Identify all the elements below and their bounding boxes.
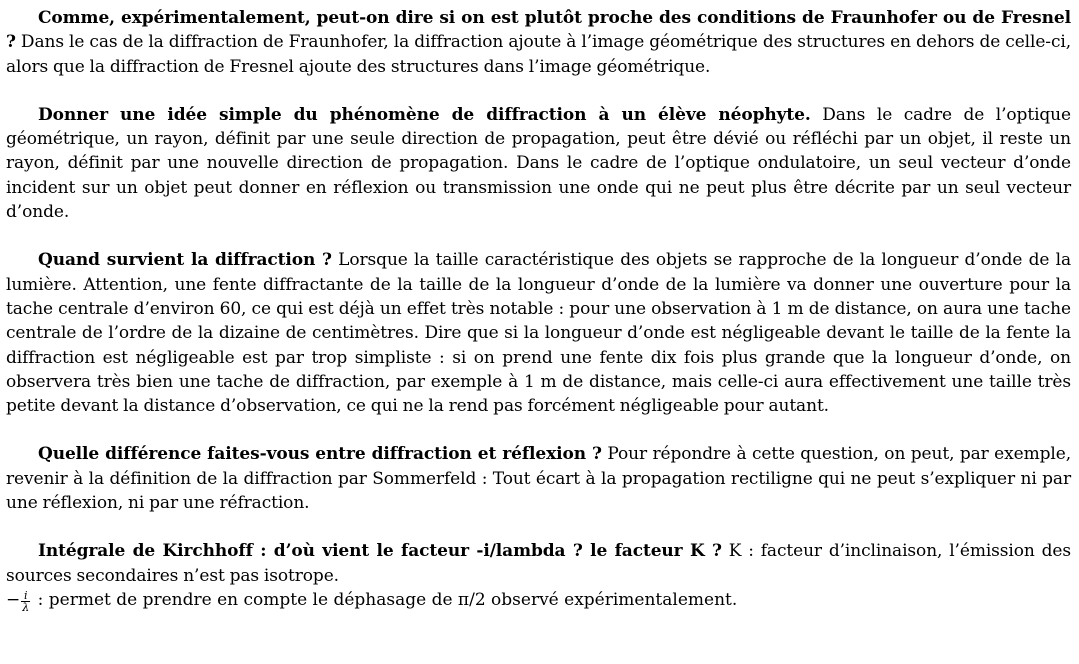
formula-numerator: i	[21, 590, 30, 602]
paragraph-idee-simple	[6, 103, 1071, 224]
question-fraunhofer-fresnel: Comme, expérimentalement, peut-on dire si on est plutôt proche des conditions de Fraunhofer ou de Fresnel ?	[6, 8, 1071, 53]
formula-fraction	[21, 590, 30, 613]
formula-denominator: λ	[22, 600, 30, 614]
paragraph-fraunhofer-fresnel	[6, 6, 1071, 79]
answer-quand-diffraction: Lorsque la taille caractéristique des objets se rapproche de la longueur d’onde de la lumière. Attention, une fente diffractante de la taille de la longueur d’onde de la lumière va donner une ouverture pour la tache centrale d’environ 60, ce qui est déjà un effet très notable : pour une observation à 1 m de distance, on aura une tache centrale de l’ordre de la dizaine de centimètres. Dire que si la longueur d’onde est négligeable devant le taille de la fente la diffraction est négligeable est par trop simpliste : si on prend une fente dix fois plus grande que la longueur d’onde, on observera très bien une tache de diffraction, par exemple à 1 m de distance, mais celle-ci aura effectivement une taille très petite devant la distance d’observation, ce qui ne la rend pas forcément négligeable pour autant.	[6, 250, 1071, 417]
formula-minus-sign: −	[6, 589, 21, 610]
question-kirchhoff: Intégrale de Kirchhoff : d’où vient le facteur -i/lambda ? le facteur K ?	[38, 541, 722, 562]
paragraph-diffraction-reflexion	[6, 442, 1071, 515]
answer-fraunhofer-fresnel: Dans le cas de la diffraction de Fraunhofer, la diffraction ajoute à l’image géométrique des structures en dehors de celle-ci, alors que la diffraction de Fresnel ajoute des structures dans l’image géométrique.	[6, 32, 1071, 77]
paragraph-quand-diffraction	[6, 248, 1071, 418]
formula-line	[6, 588, 1071, 613]
answer-kirchhoff: K : facteur d’inclinaison, l’émission des sources secondaires n’est pas isotrope.	[6, 541, 1071, 586]
paragraph-kirchhoff	[6, 539, 1071, 588]
question-idee-simple: Donner une idée simple du phénomène de diffraction à un élève néophyte.	[38, 104, 811, 125]
answer-idee-simple: Dans le cadre de l’optique géométrique, un rayon, définit par une seule direction de propagation, peut être dévié ou réfléchi par un objet, il reste un rayon, définit par une nouvelle direction de propagation. Dans le cadre de l’optique ondulatoire, un seul vecteur d’onde incident sur un objet peut donner en réflexion ou transmission une onde qui ne peut plus être décrite par un seul vecteur d’onde.	[6, 104, 1071, 223]
answer-diffraction-reflexion: Pour répondre à cette question, on peut, par exemple, revenir à la définition de la diffraction par Sommerfeld : Tout écart à la propagation rectiligne qui ne peut s’expliquer ni par une réflexion, ni par une réfraction.	[6, 444, 1071, 514]
question-diffraction-reflexion: Quelle différence faites-vous entre diffraction et réflexion ?	[38, 444, 602, 465]
formula-text: : permet de prendre en compte le déphasage de π/2 observé expérimentalement.	[32, 589, 738, 610]
question-quand-diffraction: Quand survient la diffraction ?	[38, 250, 332, 271]
